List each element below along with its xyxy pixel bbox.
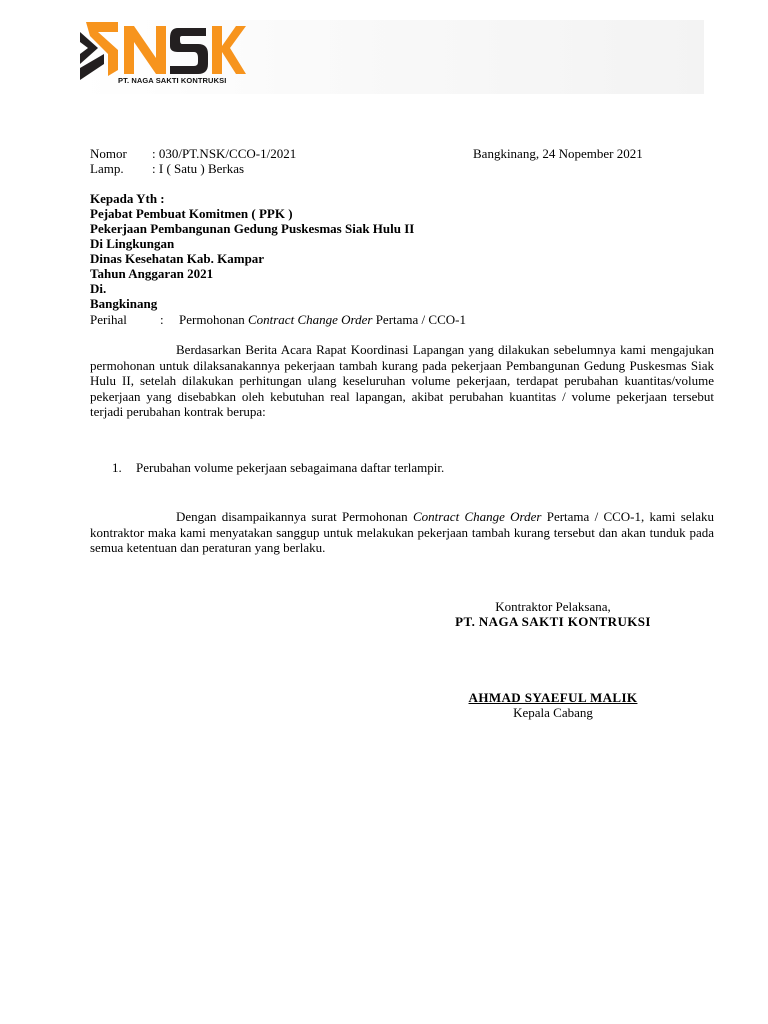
- body-paragraph-2: [90, 509, 714, 556]
- recipient-line: Dinas Kesehatan Kab. Kampar: [90, 251, 265, 266]
- list-item: Perubahan volume pekerjaan sebagaimana daftar terlampir.: [136, 460, 445, 475]
- signature-name: AHMAD SYAEFUL MALIK: [468, 690, 638, 705]
- body-paragraph-1: Berdasarkan Berita Acara Rapat Koordinasi Lapangan yang dilakukan sebelumnya kami mengajukan permohonan untuk dilaksanakannya pekerjaan tambah kurang pada pekerjaan Pembangunan Gedung Puskesmas Siak Hulu II, setelah dilakukan perhitungan ulang keseluruhan volume pekerjaan, terdapat perubahan kuantitas/volume pekerjaan yang disebabkan oleh kebutuhan real lapangan, akibat perubahan kuantitas / volume pekerjaan tersebut terjadi perubahan kontrak berupa:: [90, 342, 714, 419]
- recipient-greeting: Kepada Yth :: [90, 191, 165, 206]
- recipient-line: Di.: [90, 281, 107, 296]
- nomor-value: : 030/PT.NSK/CCO-1/2021: [152, 146, 297, 161]
- subject-italic: Contract Change Order: [247, 312, 373, 327]
- subject-prefix: Permohonan: [179, 312, 248, 327]
- subject-text: [179, 312, 466, 327]
- nomor-label: Nomor: [90, 146, 127, 161]
- list-number: 1.: [112, 460, 122, 475]
- subject-suffix: Pertama / CCO-1: [372, 312, 466, 327]
- company-name-logo: PT. NAGA SAKTI KONTRUKSI: [118, 76, 227, 85]
- lamp-value: : I ( Satu ) Berkas: [152, 161, 245, 176]
- signature-role: Kontraktor Pelaksana,: [495, 599, 611, 614]
- p2-prefix: Dengan disampaikannya surat Permohonan: [176, 509, 413, 524]
- recipient-line: Di Lingkungan: [90, 236, 175, 251]
- subject-label: Perihal: [90, 312, 127, 327]
- recipient-line: Pejabat Pembuat Komitmen ( PPK ): [90, 206, 293, 221]
- recipient-city: Bangkinang: [90, 296, 158, 311]
- p2-italic: Contract Change Order: [412, 509, 542, 524]
- p2-suffix: Pertama / CCO-1, kami selaku kontraktor maka kami menyatakan sanggup untuk melakukan pekerjaan tambah kurang tersebut dan akan tunduk pada semua ketentuan dan peraturan yang berlaku.: [90, 509, 714, 555]
- recipient-line: Tahun Anggaran 2021: [90, 266, 214, 281]
- recipient-line: Pekerjaan Pembangunan Gedung Puskesmas Siak Hulu II: [90, 221, 415, 236]
- place-date: Bangkinang, 24 Nopember 2021: [473, 146, 643, 161]
- subject-colon: :: [160, 312, 164, 327]
- signature-position: Kepala Cabang: [513, 705, 593, 720]
- lamp-label: Lamp.: [90, 161, 124, 176]
- signature-company: PT. NAGA SAKTI KONTRUKSI: [455, 614, 651, 629]
